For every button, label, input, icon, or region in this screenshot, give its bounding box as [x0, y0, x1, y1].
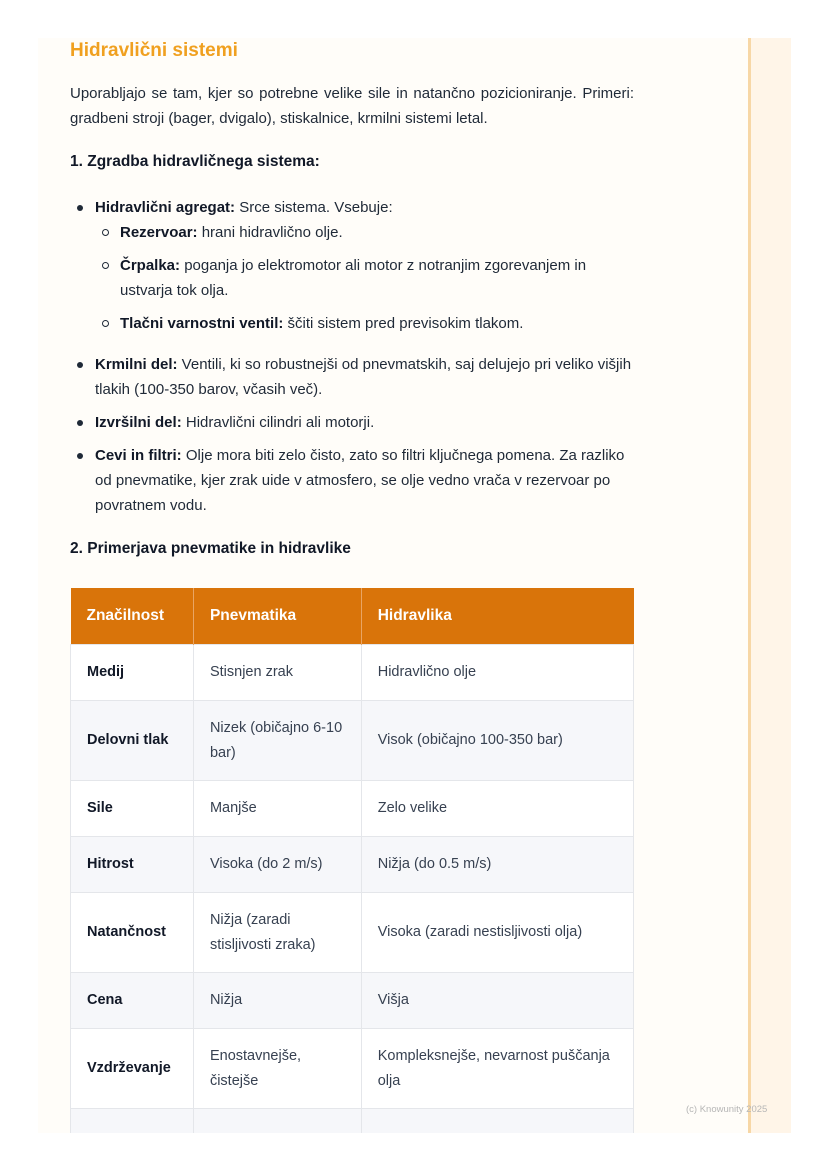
- bullet-icon: [77, 420, 83, 426]
- item-term: Hidravlični agregat:: [95, 199, 236, 216]
- list-item: [70, 410, 634, 435]
- table-row: [71, 1109, 634, 1134]
- section-title: Hidravlični sistemi: [70, 40, 238, 61]
- table-cell: [193, 1109, 361, 1134]
- item-text: hrani hidravlično olje.: [197, 224, 343, 241]
- item-text: Hidravlični cilindri ali motorji.: [181, 414, 375, 431]
- sub-list-item: [95, 253, 634, 303]
- circle-bullet-icon: [102, 262, 109, 269]
- item-term: Tlačni varnostni ventil:: [120, 315, 284, 332]
- table-cell: Nizek (običajno 6-10 bar): [193, 701, 361, 781]
- item-text: ščiti sistem pred previsokim tlakom.: [283, 315, 524, 332]
- column-header: Pnevmatika: [193, 588, 361, 645]
- table-cell: Visoka (zaradi nestisljivosti olja): [361, 893, 633, 973]
- item-text: Ventili, ki so robustnejši od pnevmatskih, saj delujejo pri veliko višjih tlakih (100-350 barov, včasih več).: [95, 356, 632, 398]
- table-cell: Natančnost: [71, 893, 194, 973]
- table-cell: Hitrost: [71, 837, 194, 893]
- table-cell: Vzdrževanje: [71, 1029, 194, 1109]
- list-item: [70, 195, 634, 220]
- table-cell: Cena: [71, 973, 194, 1029]
- comparison-table: [70, 588, 634, 1133]
- table-cell: Hidravlično olje: [361, 645, 633, 701]
- item-text: poganja jo elektromotor ali motor z notranjim zgorevanjem in ustvarja tok olja.: [120, 257, 587, 299]
- table-row: [71, 837, 634, 893]
- bullet-icon: [77, 205, 83, 211]
- item-text: Olje mora biti zelo čisto, zato so filtri ključnega pomena. Za razliko od pnevmatike, kjer zrak uide v atmosfero, se olje vedno vrača v rezervoar po povratnem vodu.: [95, 447, 625, 514]
- structure-heading: 1. Zgradba hidravličnega sistema:: [70, 153, 320, 170]
- item-text: Srce sistema. Vsebuje:: [235, 199, 393, 216]
- column-header: Hidravlika: [361, 588, 633, 645]
- table-cell: Medij: [71, 645, 194, 701]
- table-row: [71, 781, 634, 837]
- table-cell: Nižja (zaradi stisljivosti zraka): [193, 893, 361, 973]
- table-cell: Zelo velike: [361, 781, 633, 837]
- table-cell: Stisnjen zrak: [193, 645, 361, 701]
- table-row: [71, 893, 634, 973]
- comparison-heading: 2. Primerjava pnevmatike in hidravlike: [70, 540, 351, 557]
- table-row: [71, 645, 634, 701]
- table-cell: Visok (običajno 100-350 bar): [361, 701, 633, 781]
- item-term: Izvršilni del:: [95, 414, 182, 431]
- table-cell: Nižja: [193, 973, 361, 1029]
- table-cell: Delovni tlak: [71, 701, 194, 781]
- sub-list-item: [95, 220, 634, 245]
- column-header: Značilnost: [71, 588, 194, 645]
- table-row: [71, 1029, 634, 1109]
- table-cell: Višja: [361, 973, 633, 1029]
- table-cell: Enostavnejše, čistejše: [193, 1029, 361, 1109]
- intro-paragraph: Uporabljajo se tam, kjer so potrebne velike sile in natančno pozicioniranje. Primeri: gradbeni stroji (bager, dvigalo), stiskalnice, krmilni sistemi letal.: [70, 85, 634, 127]
- table-header-row: [71, 588, 634, 645]
- item-term: Rezervoar:: [120, 224, 198, 241]
- margin-band: [748, 38, 791, 1133]
- structure-list: [70, 195, 634, 518]
- circle-bullet-icon: [102, 320, 109, 327]
- table-row: [71, 973, 634, 1029]
- sub-list-item: [95, 311, 634, 336]
- table-cell: Manjše: [193, 781, 361, 837]
- margin-rule: [748, 38, 751, 1133]
- list-item: [70, 443, 634, 518]
- document-page: [38, 38, 791, 1133]
- table-cell: Nižja (do 0.5 m/s): [361, 837, 633, 893]
- table-cell: Kompleksnejše, nevarnost puščanja olja: [361, 1029, 633, 1109]
- item-term: Krmilni del:: [95, 356, 178, 373]
- list-item: [70, 352, 634, 402]
- item-term: Cevi in filtri:: [95, 447, 182, 464]
- item-term: Črpalka:: [120, 257, 181, 274]
- table-cell: Sile: [71, 781, 194, 837]
- bullet-icon: [77, 362, 83, 368]
- copyright-footer: (c) Knowunity 2025: [686, 1104, 768, 1115]
- circle-bullet-icon: [102, 229, 109, 236]
- table-cell: Visoka (do 2 m/s): [193, 837, 361, 893]
- table-cell: [361, 1109, 633, 1134]
- table-cell: [71, 1109, 194, 1134]
- table-row: [71, 701, 634, 781]
- bullet-icon: [77, 453, 83, 459]
